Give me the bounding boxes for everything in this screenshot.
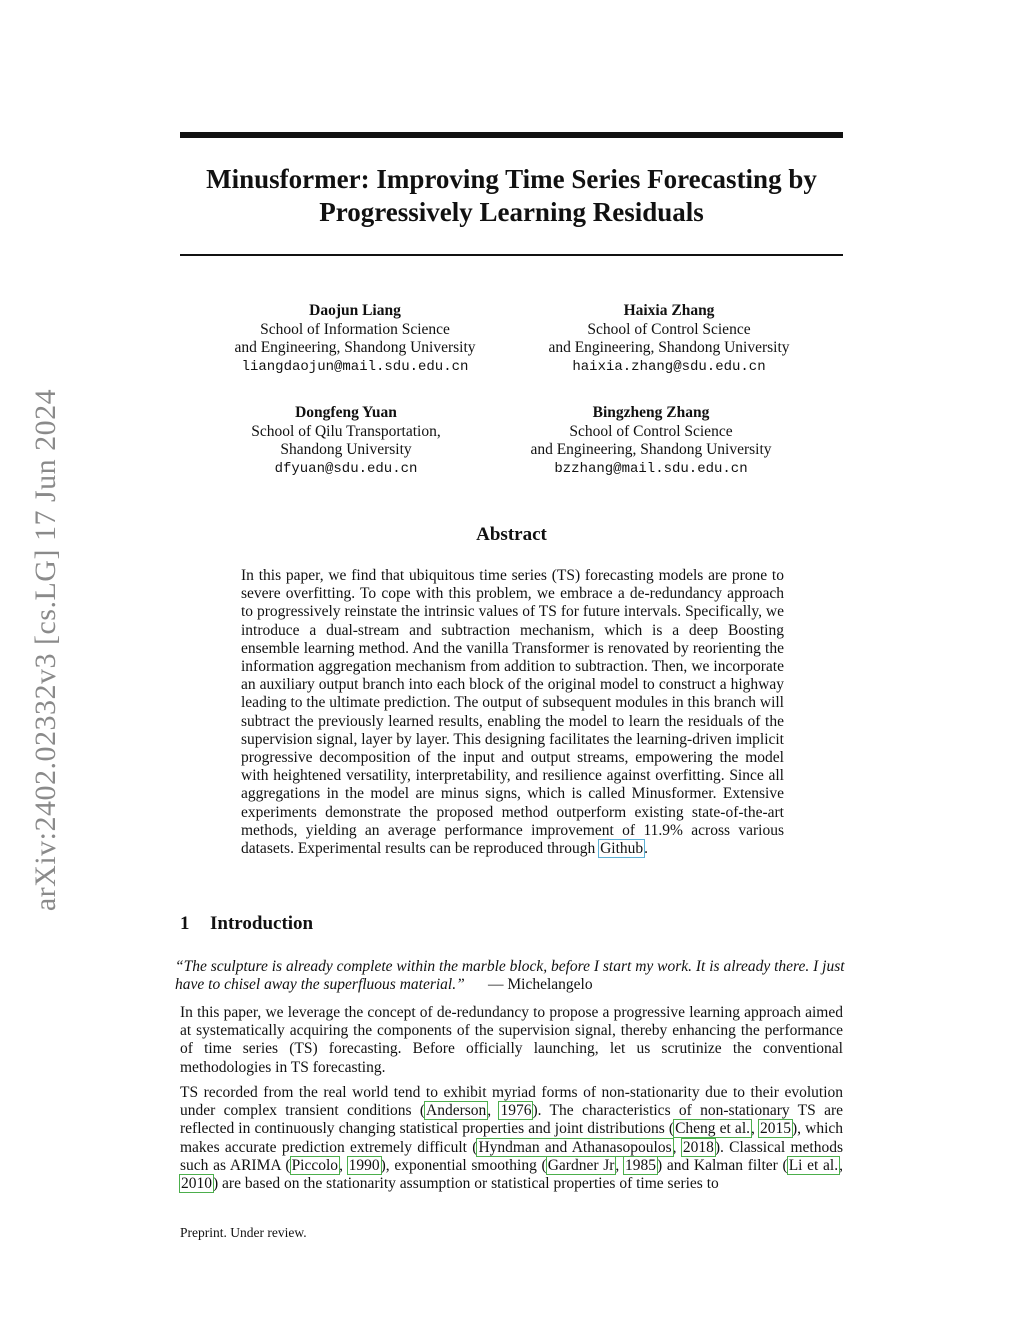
citation-link[interactable]: Hyndman and Athanasopoulos	[478, 1138, 672, 1156]
para-text: ) and Kalman filter (	[656, 1156, 788, 1174]
author-affiliation: and Engineering, Shandong University	[548, 339, 790, 356]
abstract-heading: Abstract	[476, 524, 547, 545]
author-affiliation: and Engineering, Shandong University	[234, 339, 476, 356]
quote-text: “The sculpture is already complete within the marble block, before I start my work. It is already there. I just have to chisel away the superfluous material.”	[175, 958, 845, 994]
citation-link[interactable]: Piccolo	[291, 1156, 339, 1174]
para-text: ). The characteristics of non-stationary TS are reflected in continuously changing statistical properties and joint distributions (	[180, 1102, 844, 1138]
arxiv-id-text: arXiv:2402.02332v3 [cs.LG] 17 Jun 2024	[29, 388, 62, 912]
abstract-body	[241, 567, 784, 858]
section-title: Introduction	[210, 913, 314, 934]
quote-author: — Michelangelo	[487, 976, 593, 994]
preprint-footer: Preprint. Under review.	[180, 1225, 307, 1240]
author-email[interactable]: haixia.zhang@sdu.edu.cn	[572, 358, 766, 375]
para-text: ), exponential smoothing (	[380, 1156, 547, 1174]
author-affiliation: School of Control Science	[569, 422, 733, 440]
citation-link[interactable]: 1985	[624, 1156, 656, 1174]
citation-link[interactable]: 1976	[500, 1102, 532, 1120]
citation-link[interactable]: Gardner Jr	[547, 1156, 615, 1174]
author-name: Bingzheng Zhang	[592, 404, 710, 421]
citation-link[interactable]: 2010	[181, 1175, 212, 1193]
author-affiliation: School of Qilu Transportation,	[251, 422, 441, 440]
paper-title	[180, 163, 843, 229]
author-name: Haixia Zhang	[623, 302, 715, 319]
author-name: Daojun Liang	[309, 302, 401, 319]
author-email[interactable]: bzzhang@mail.sdu.edu.cn	[554, 460, 748, 477]
intro-paragraph-2: TS recorded from the real world tend to exhibit myriad forms of non-stationarity due to their evolution under complex transient conditions (Anderson, 1976). The characteristics of non-stationary TS are reflected in continuously changing statistical properties and joint distributions (Cheng et al., 2015), which makes accurate prediction extremely difficult (Hyndman and Athanasopoulos, 2018). Classical methods such as ARIMA (Piccolo, 1990), exponential smoothing (Gardner Jr, 1985) and Kalman filter (Li et al., 2010) are based on the stationarity assumption or statistical properties of time series to	[180, 1084, 844, 1193]
para-text: TS recorded from the real world tend to exhibit myriad forms of non-stationarity due to their evolution under complex transient conditions (	[180, 1084, 843, 1120]
title-top-rule	[180, 132, 843, 138]
para-text: ), which makes accurate prediction extremely difficult (	[180, 1120, 844, 1156]
title-line-1: Minusformer: Improving Time Series Forecasting by	[206, 164, 817, 194]
epigraph-quote	[175, 958, 847, 994]
author-block	[521, 404, 781, 478]
author-name: Dongfeng Yuan	[295, 404, 397, 421]
title-line-2: Progressively Learning Residuals	[319, 197, 704, 227]
author-affiliation: Shandong University	[280, 441, 412, 458]
arxiv-watermark	[0, 0, 92, 1325]
author-block	[540, 302, 798, 376]
author-block	[226, 302, 484, 376]
citation-link[interactable]: 2015	[759, 1120, 791, 1138]
author-email[interactable]: liangdaojun@mail.sdu.edu.cn	[241, 358, 469, 375]
title-bottom-rule	[180, 254, 843, 256]
author-email[interactable]: dfyuan@sdu.edu.cn	[274, 460, 418, 477]
section-number: 1	[180, 913, 190, 934]
author-affiliation: School of Information Science	[260, 320, 450, 338]
author-block	[226, 404, 466, 478]
intro-paragraph-1: In this paper, we leverage the concept of de-redundancy to propose a progressive learning approach aimed at systematically acquiring the components of the supervision signal, thereby enhancing the performance of time series (TS) forecasting. Before officially launching, let us scrutinize the conventional methodologies in TS forecasting.	[180, 1004, 843, 1076]
citation-link[interactable]: 1990	[348, 1156, 380, 1174]
citation-link[interactable]: Anderson	[426, 1102, 487, 1120]
citation-link[interactable]: Cheng et al.	[675, 1120, 750, 1138]
abstract-end: .	[644, 840, 649, 858]
abstract-text: In this paper, we find that ubiquitous time series (TS) forecasting models are prone to severe overfitting. To cope with this problem, we embrace a de-redundancy approach to progressively reinstate the intrinsic values of TS for future intervals. Specifically, we introduce a dual-stream and subtraction mechanism, which is a deep Boosting ensemble learning method. And the vanilla Transformer is renovated by reorienting the information aggregation mechanism from addition to subtraction. Then, we incorporate an auxiliary output branch into each block of the original model to construct a highway leading to the ultimate prediction. The output of subsequent modules in this branch will subtract the previously learned results, enabling the model to learn the residuals of the supervision signal, layer by layer. This designing facilitates the learning-driven implicit progressive decomposition of the input and output streams, empowering the model with heightened versatility, interpretability, and resilience against overfitting. Since all aggregations in the model are minus signs, which is called Minusformer. Extensive experiments demonstrate the proposed method outperform existing state-of-the-art methods, yielding an average performance improvement of 11.9% across various datasets. Experimental results can be reproduced through	[241, 567, 784, 858]
para-text: ) are based on the stationarity assumption or statistical properties of time series to	[213, 1175, 719, 1193]
author-affiliation: and Engineering, Shandong University	[530, 441, 772, 458]
citation-link[interactable]: Li et al.	[788, 1156, 839, 1174]
author-affiliation: School of Control Science	[587, 320, 751, 338]
github-link[interactable]: Github	[600, 840, 644, 858]
section-heading-introduction	[180, 913, 313, 935]
citation-link[interactable]: 2018	[682, 1138, 714, 1156]
para-text: ). Classical methods such as ARIMA (	[180, 1138, 843, 1174]
